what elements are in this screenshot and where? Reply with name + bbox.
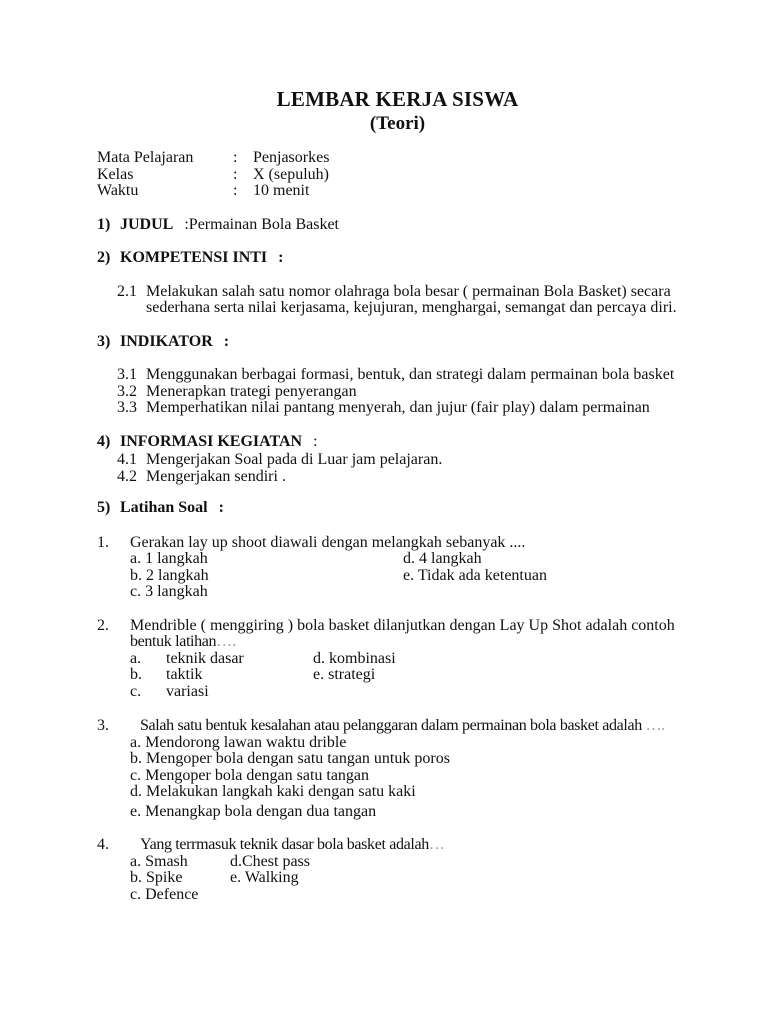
section-colon: : [313, 432, 318, 450]
question-number: 3. [97, 717, 109, 734]
option-c: c. Mengoper bola dengan satu tangan [130, 766, 370, 784]
indikator-item [97, 367, 698, 384]
question-3 [97, 718, 698, 820]
section-indikator-heading [97, 334, 698, 351]
question-text: Mendrible ( menggiring ) bola basket dilanjutkan dengan Lay Up Shot adalah contoh bentuk latihan…. [130, 616, 675, 650]
question-1 [97, 535, 698, 601]
item-number: 3.1 [117, 366, 137, 383]
option-letter: b. [130, 666, 142, 683]
item-number: 3.3 [117, 399, 137, 416]
section-informasi-heading [97, 434, 698, 451]
section-colon: : [278, 249, 284, 266]
section-number: 4) [97, 432, 111, 450]
option-letter: c. [130, 682, 142, 700]
option-letter: a. [130, 649, 142, 667]
page-title: LEMBAR KERJA SISWA [276, 87, 519, 111]
option-d: d.Chest pass [230, 852, 310, 870]
section-number: 3) [97, 332, 111, 350]
meta-colon: : [233, 165, 238, 183]
ellipsis: …. [645, 717, 665, 734]
meta-value: Penjasorkes [253, 149, 330, 166]
option-a: a. 1 langkah [130, 550, 208, 567]
question-line [97, 718, 698, 735]
section-heading: KOMPETENSI INTI [120, 249, 268, 266]
section-colon: : [184, 215, 189, 233]
meta-label: Kelas [97, 165, 134, 183]
meta-colon: : [233, 182, 238, 199]
item-text: Mengerjakan Soal pada di Luar jam pelajaran. [146, 451, 443, 468]
question-2 [97, 618, 698, 701]
informasi-item [97, 452, 698, 469]
document-content [97, 86, 698, 903]
page-subtitle: (Teori) [369, 113, 426, 134]
option-e: e. strategi [313, 666, 376, 683]
section-heading: Latihan Soal [120, 499, 208, 516]
indikator-items [97, 367, 698, 417]
informasi-item [97, 469, 698, 486]
section-number: 2) [97, 249, 111, 266]
option-row [130, 854, 698, 871]
option-text: taktik [166, 666, 203, 683]
option-d: d. Melakukan langkah kaki dengan satu kaki [130, 783, 416, 800]
option-a [130, 651, 313, 668]
item-number: 2.1 [117, 282, 137, 300]
option-row [130, 584, 698, 601]
meta-row-class [97, 167, 698, 184]
option-row [130, 887, 698, 904]
option-e: e. Tidak ada ketentuan [403, 566, 547, 584]
meta-row-time [97, 183, 698, 200]
question-line [97, 535, 698, 552]
question-text-line2: bentuk latihan [130, 633, 217, 650]
section-latihan [97, 500, 698, 517]
option-row [130, 870, 698, 887]
question-text: Salah satu bentuk kesalahan atau pelanggaran dalam permainan bola basket adalah …. [140, 717, 665, 734]
section-heading: INFORMASI KEGIATAN [120, 432, 303, 450]
item-text: Menerapkan trategi penyerangan [146, 382, 357, 400]
kompetensi-item [97, 284, 698, 317]
title-block [97, 86, 698, 136]
question-line [97, 618, 698, 651]
ellipsis: …. [216, 633, 237, 650]
option-row [130, 568, 698, 585]
item-text: Memperhatikan nilai pantang menyerah, dan jujur (fair play) dalam permainan [146, 399, 650, 416]
option-e: e. Walking [230, 869, 299, 886]
option-c [130, 684, 313, 701]
option-a: a. Mendorong lawan waktu drible [130, 733, 347, 751]
option-row [130, 667, 698, 684]
option-b: b. Mengoper bola dengan satu tangan untuk poros [130, 750, 450, 767]
option-row [130, 684, 698, 701]
section-indikator [97, 334, 698, 417]
question-options [97, 551, 698, 601]
question-line [97, 837, 698, 854]
meta-value: 10 menit [253, 182, 310, 199]
option-text: teknik dasar [166, 649, 244, 667]
option-b: b. Spike [130, 869, 183, 886]
option-b: b. 2 langkah [130, 566, 209, 584]
option-d: d. kombinasi [313, 649, 396, 667]
option-row [130, 551, 698, 568]
question-text: Gerakan lay up shoot diawali dengan melangkah sebanyak .... [130, 533, 526, 551]
section-kompetensi-heading [97, 250, 698, 267]
item-text: Mengerjakan sendiri . [146, 467, 286, 485]
section-heading: INDIKATOR [120, 332, 213, 350]
option-b [130, 667, 313, 684]
section-colon: : [218, 499, 224, 516]
meta-value: X (sepuluh) [253, 165, 329, 183]
item-number: 4.1 [117, 451, 137, 468]
question-options [97, 651, 698, 701]
item-text: Melakukan salah satu nomor olahraga bola besar ( permainan Bola Basket) secara sederhana serta nilai kerjasama, kejujuran, menghargai, semangat dan percaya diri. [146, 282, 677, 316]
indikator-item [97, 384, 698, 401]
question-text: Yang terrmasuk teknik dasar bola basket adalah… [140, 836, 445, 853]
question-4 [97, 837, 698, 903]
item-text: Menggunakan berbagai formasi, bentuk, dan strategi dalam permainan bola basket [146, 366, 675, 383]
option-e: e. Menangkap bola dengan dua tangan [130, 802, 377, 820]
informasi-items [97, 452, 698, 485]
option-c: c. Defence [130, 885, 199, 903]
section-judul [97, 217, 698, 234]
option-row [130, 651, 698, 668]
option-d: d. 4 langkah [403, 550, 482, 567]
item-number: 3.2 [117, 382, 137, 400]
section-colon: : [223, 332, 230, 350]
section-heading: JUDUL [120, 215, 174, 233]
meta-row-subject [97, 150, 698, 167]
section-kompetensi [97, 250, 698, 317]
meta-label: Waktu [97, 182, 139, 199]
meta-label: Mata Pelajaran [97, 149, 194, 166]
option-text: variasi [166, 682, 209, 700]
section-number: 5) [97, 499, 111, 516]
question-number: 1. [97, 533, 109, 551]
ellipsis: … [428, 836, 445, 853]
question-options [97, 854, 698, 904]
meta-table [97, 150, 698, 200]
meta-colon: : [233, 149, 238, 166]
question-options [97, 735, 698, 821]
section-informasi [97, 434, 698, 486]
option-a: a. Smash [130, 852, 188, 870]
question-number: 4. [97, 836, 109, 853]
section-number: 1) [97, 215, 111, 233]
indikator-item [97, 400, 698, 417]
option-c: c. 3 langkah [130, 583, 208, 600]
section-judul-value: Permainan Bola Basket [188, 215, 339, 233]
item-number: 4.2 [117, 467, 137, 485]
question-number: 2. [97, 616, 109, 634]
